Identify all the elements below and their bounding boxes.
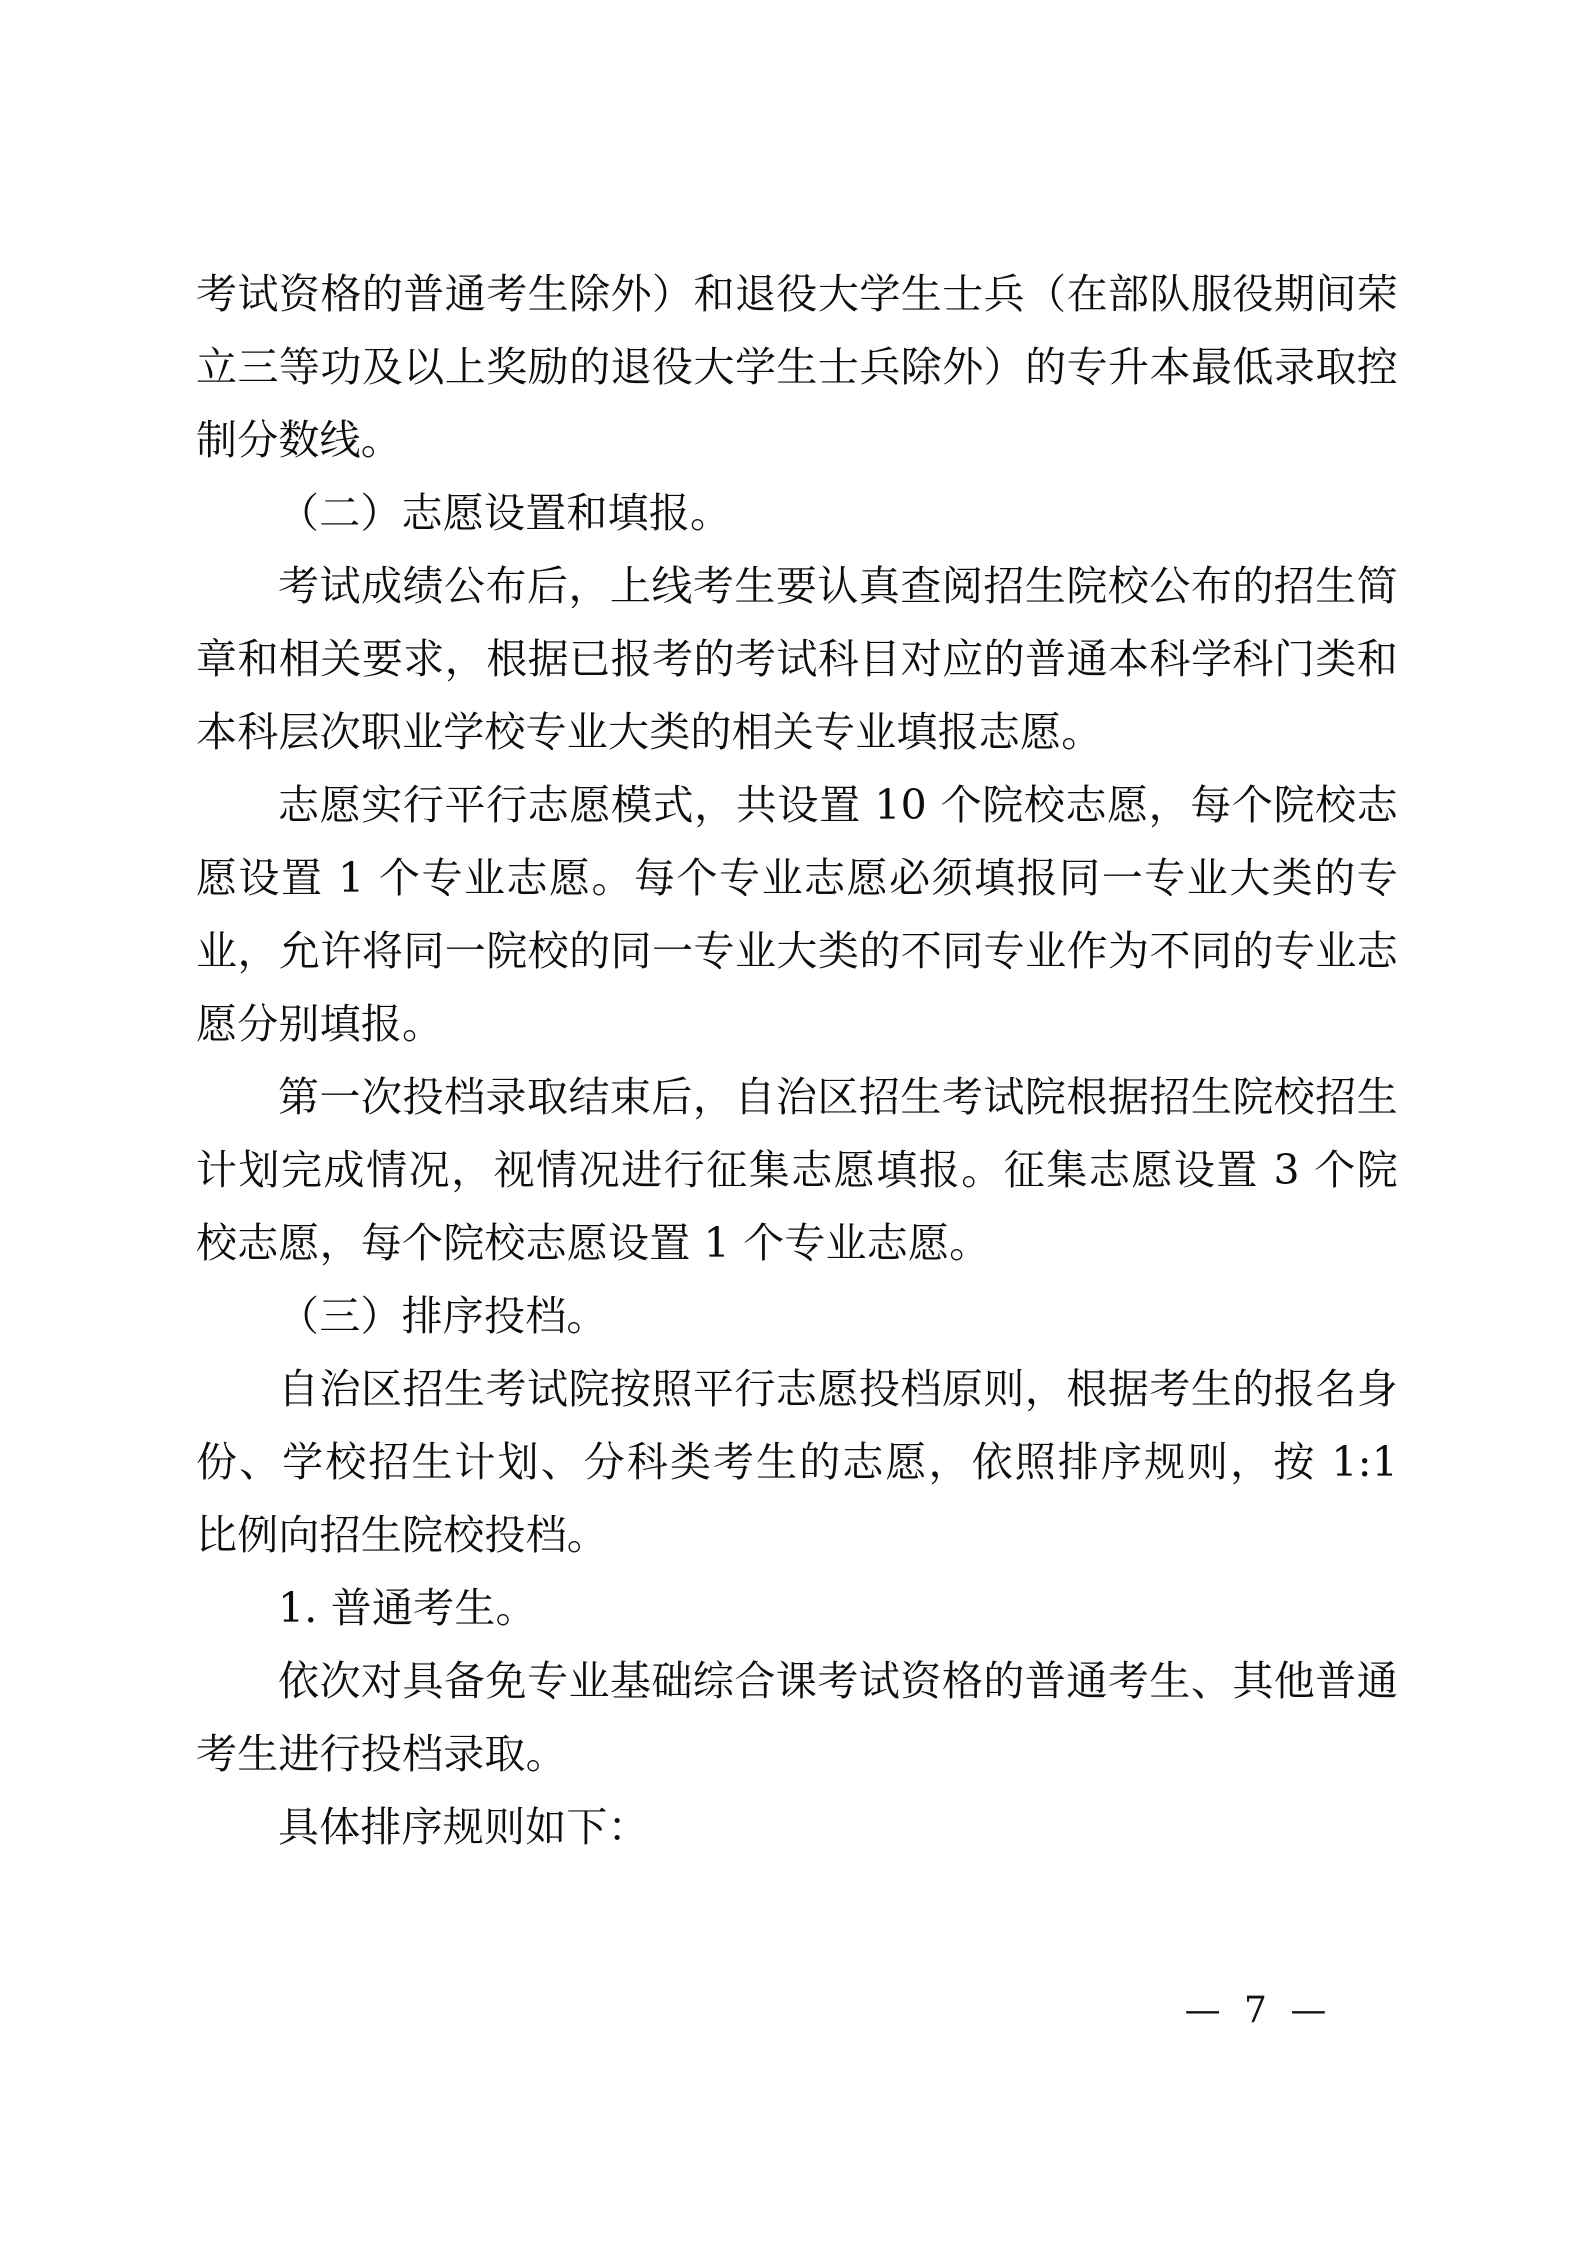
paragraph: （三）排序投档。 bbox=[278, 1292, 608, 1340]
paragraph: （二）志愿设置和填报。 bbox=[278, 489, 732, 537]
page-body bbox=[196, 258, 1398, 1864]
paragraph: 考试资格的普通考生除外）和退役大学生士兵（在部队服役期间荣立三等功及以上奖励的退役大学生士兵除外）的专升本最低录取控制分数线。 bbox=[196, 270, 1398, 464]
page-number bbox=[0, 1990, 1587, 2031]
paragraph: 具体排序规则如下： bbox=[278, 1803, 649, 1851]
paragraph: 志愿实行平行志愿模式，共设置 10 个院校志愿，每个院校志愿设置 1 个专业志愿。每个专业志愿必须填报同一专业大类的专业，允许将同一院校的同一专业大类的不同专业作为不同的专业志愿分别填报。 bbox=[196, 781, 1398, 1048]
paragraph: 依次对具备免专业基础综合课考试资格的普通考生、其他普通考生进行投档录取。 bbox=[196, 1657, 1398, 1778]
paragraph: 第一次投档录取结束后，自治区招生考试院根据招生院校招生计划完成情况，视情况进行征集志愿填报。征集志愿设置 3 个院校志愿，每个院校志愿设置 1 个专业志愿。 bbox=[196, 1073, 1398, 1267]
paragraph: 考试成绩公布后，上线考生要认真查阅招生院校公布的招生简章和相关要求，根据已报考的考试科目对应的普通本科学科门类和本科层次职业学校专业大类的相关专业填报志愿。 bbox=[196, 562, 1398, 756]
page-number-label: — 7 — bbox=[1184, 1990, 1333, 2031]
paragraph: 1. 普通考生。 bbox=[278, 1584, 537, 1632]
paragraph: 自治区招生考试院按照平行志愿投档原则，根据考生的报名身份、学校招生计划、分科类考生的志愿，依照排序规则，按 1:1 比例向招生院校投档。 bbox=[196, 1365, 1398, 1559]
